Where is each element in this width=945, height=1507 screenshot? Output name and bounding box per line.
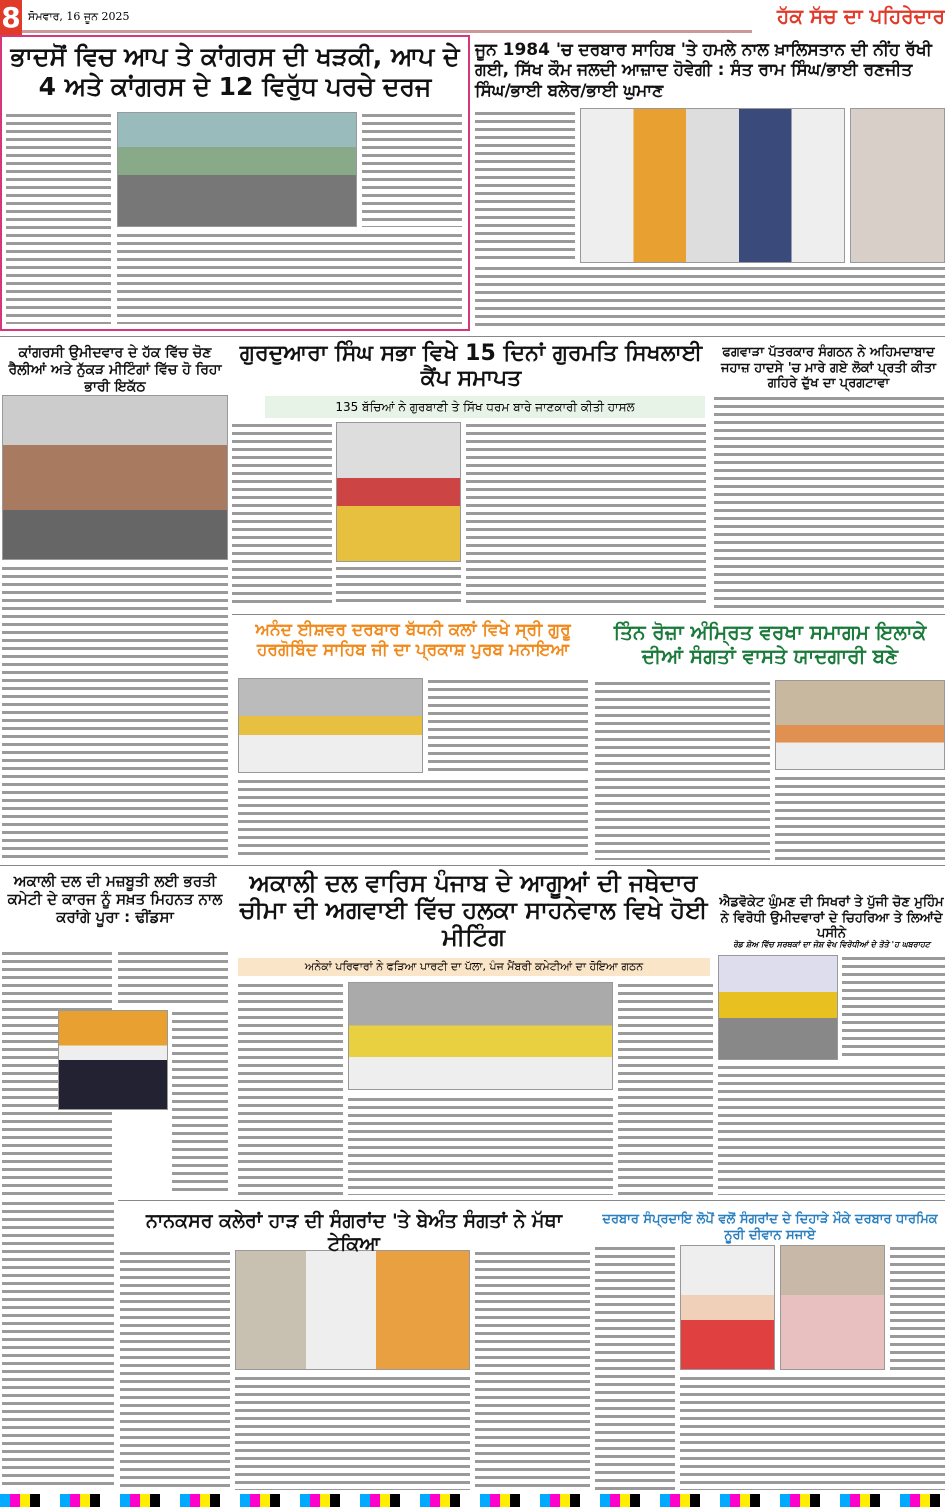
story-6-text: [238, 778, 588, 860]
story-8-text: [172, 1010, 228, 1195]
page-number: 8: [1, 1, 21, 34]
story-6-headline: ਅਨੰਦ ਈਸ਼ਵਰ ਦਰਬਾਰ ਬੱਧਨੀ ਕਲਾਂ ਵਿਖੇ ਸ੍ਰੀ ਗੁਰੂ ਹਰਗੋਬਿੰਦ ਸਾਹਿਬ ਜੀ ਦਾ ਪ੍ਰਕਾਸ਼ ਪੁਰਬ ਮਨਾਇਆ: [255, 620, 571, 661]
story-8-text: [2, 1200, 114, 1490]
story-10-photo: [718, 955, 838, 1060]
story-5-text: [714, 395, 944, 610]
story-12-text: [595, 1245, 675, 1490]
divider: [0, 865, 945, 866]
story-8-headline: ਅਕਾਲੀ ਦਲ ਦੀ ਮਜ਼ਬੂਤੀ ਲਈ ਭਰਤੀ ਕਮੇਟੀ ਦੇ ਕਾਰਜ ਨੂੰ ਸਖ਼ਤ ਮਿਹਨਤ ਨਾਲ ਕਰਾਂਗੇ ਪੂਰਾ : ਢੀਂਡਸਾ: [7, 872, 223, 926]
story-9-headline: ਅਕਾਲੀ ਦਲ ਵਾਰਿਸ ਪੰਜਾਬ ਦੇ ਆਗੂਆਂ ਦੀ ਜਥੇਦਾਰ ਚੀਮਾ ਦੀ ਅਗਵਾਈ ਵਿੱਚ ਹਲਕਾ ਸਾਹਨੇਵਾਲ ਵਿਖੇ ਹੋਈ ਮੀਟਿੰਗ: [239, 869, 708, 951]
story-11-text: [235, 1375, 470, 1490]
story-5-headline: ਫਗਵਾੜਾ ਪੱਤਰਕਾਰ ਸੰਗਠਨ ਨੇ ਅਹਿਮਦਾਬਾਦ ਜਹਾਜ਼ ਹਾਦਸੇ 'ਚ ਮਾਰੇ ਗਏ ਲੋਕਾਂ ਪ੍ਰਤੀ ਕੀਤਾ ਗਹਿਰੇ ਦੁੱਖ ਦਾ ਪ੍ਰਗਟਾਵਾ: [721, 345, 936, 392]
story-7-headline: ਤਿੰਨ ਰੋਜ਼ਾ ਅੰਮ੍ਰਿਤ ਵਰਖਾ ਸਮਾਗਮ ਇਲਾਕੇ ਦੀਆਂ ਸੰਗਤਾਂ ਵਾਸਤੇ ਯਾਦਗਾਰੀ ਬਣੇ: [613, 620, 927, 668]
story-11-headline: ਨਾਨਕਸਰ ਕਲੇਰਾਂ ਹਾੜ ਦੀ ਸੰਗਰਾਂਦ 'ਤੇ ਬੇਅੰਤ ਸੰਗਤਾਂ ਨੇ ਮੱਥਾ ਟੇਕਿਆ: [145, 1210, 563, 1255]
story-9-text: [618, 982, 713, 1195]
story-4-text: [232, 422, 332, 607]
divider: [0, 336, 945, 337]
story-4-subhead: 135 ਬੱਚਿਆਂ ਨੇ ਗੁਰਬਾਣੀ ਤੇ ਸਿੱਖ ਧਰਮ ਬਾਰੇ ਜਾਣਕਾਰੀ ਕੀਤੀ ਹਾਸਲ: [265, 396, 705, 418]
story-7-text: [775, 775, 945, 860]
story-3-text: [2, 565, 228, 860]
story-2-headline: ਜੂਨ 1984 'ਚ ਦਰਬਾਰ ਸਾਹਿਬ 'ਤੇ ਹਮਲੇ ਨਾਲ ਖ਼ਾਲਿਸਤਾਨ ਦੀ ਨੀਂਹ ਰੱਖੀ ਗਈ, ਸਿੱਖ ਕੌਮ ਜਲਦੀ ਆਜ਼ਾਦ ਹੋਵੇਗੀ : ਸੰਤ ਰਾਮ ਸਿੰਘ/ਭਾਈ ਰਣਜੀਤ ਸਿੰਘ/ਭਾਈ ਬਲੇਰ/ਭਾਈ ਘੁਮਾਣ: [475, 40, 932, 101]
story-11-text: [475, 1250, 590, 1490]
story-12-headline: ਦਰਬਾਰ ਸੰਪ੍ਰਦਾਇ ਲੋਪੋਂ ਵਲੋਂ ਸੰਗਰਾਂਦ ਦੇ ਦਿਹਾੜੇ ਮੌਕੇ ਦਰਬਾਰ ਧਾਰਮਿਕ ਨੂਰੀ ਦੀਵਾਨ ਸਜਾਏ: [602, 1212, 938, 1243]
story-6-text: [428, 678, 588, 773]
story-9-subhead: ਅਨੇਕਾਂ ਪਰਿਵਾਰਾਂ ਨੇ ਫੜਿਆ ਪਾਰਟੀ ਦਾ ਪੱਲਾ, ਪੰਜ ਮੈਂਬਰੀ ਕਮੇਟੀਆਂ ਦਾ ਹੋਇਆ ਗਠਨ: [238, 958, 710, 976]
story-10-subhead: ਰੋਡ ਸ਼ੋਅ ਵਿੱਚ ਸਰਥਕਾਂ ਦਾ ਜੋਸ਼ ਵੇਖ ਵਿਰੋਧੀਆਂ ਦੇ ਤੋਤੇ 'ਹ ਘਬਰਾਹਟ: [732, 940, 931, 949]
story-12-text: [890, 1245, 945, 1370]
logo: ਹੱਕ ਸੱਚ ਦਾ ਪਹਿਰੇਦਾਰ: [777, 4, 945, 28]
story-1-headline: ਭਾਦਸੋਂ ਵਿਚ ਆਪ ਤੇ ਕਾਂਗਰਸ ਦੀ ਖੜਕੀ, ਆਪ ਦੇ 4 ਅਤੇ ਕਾਂਗਰਸ ਦੇ 12 ਵਿਰੁੱਧ ਪਰਚੇ ਦਰਜ: [10, 42, 460, 101]
story-3-headline: ਕਾਂਗਰਸੀ ਉਮੀਦਵਾਰ ਦੇ ਹੱਕ ਵਿੱਚ ਚੋਣ ਰੈਲੀਆਂ ਅਤੇ ਨੁੱਕੜ ਮੀਟਿੰਗਾਂ ਵਿੱਚ ਹੋ ਰਿਹਾ ਭਾਰੀ ਇਕੱਠ: [8, 345, 222, 395]
story-9-photo: [348, 982, 613, 1090]
story-4-text: [336, 565, 461, 607]
story-2-photo: [580, 108, 845, 263]
story-2-photo: [850, 108, 945, 263]
header-rule: [22, 30, 752, 33]
story-1-photo: [117, 112, 357, 227]
story-10-text: [718, 1064, 945, 1195]
story-9-text: [238, 982, 343, 1195]
story-10-headline: ਐਡਵੋਕੇਟ ਘੁੰਮਣ ਦੀ ਸਿਖਰਾਂ ਤੇ ਪੁੱਜੀ ਚੋਣ ਮੁਹਿੰਮ ਨੇ ਵਿਰੋਧੀ ਉਮੀਦਵਾਰਾਂ ਦੇ ਚਿਹਰਿਆ ਤੇ ਲਿਆਂਦੇ ਪਸੀਨੇ: [719, 895, 944, 942]
story-3-photo: [2, 395, 228, 560]
story-8-photo: [58, 1010, 168, 1110]
story-1-text: [6, 112, 111, 324]
story-4-headline: ਗੁਰਦੁਆਰਾ ਸਿੰਘ ਸਭਾ ਵਿਖੇ 15 ਦਿਨਾਂ ਗੁਰਮਤਿ ਸਿਖਲਾਈ ਕੈਂਪ ਸਮਾਪਤ: [239, 341, 703, 392]
story-1-text: [362, 112, 462, 227]
story-12-text: [680, 1375, 945, 1490]
story-2-text: [475, 110, 575, 260]
story-9-text: [348, 1096, 613, 1195]
print-color-bar: [0, 1494, 945, 1507]
story-6-photo: [238, 678, 423, 773]
story-10-text: [842, 955, 945, 1060]
story-12-photo: [680, 1245, 775, 1370]
divider: [232, 614, 945, 615]
story-11-photo: [235, 1250, 470, 1370]
story-1-text: [117, 232, 462, 324]
story-12-photo: [780, 1245, 885, 1370]
story-4-text: [466, 422, 706, 607]
divider: [118, 1200, 945, 1201]
story-4-photo: [336, 422, 461, 562]
story-11-text: [120, 1250, 230, 1490]
date: ਸੋਮਵਾਰ, 16 ਜੂਨ 2025: [28, 10, 130, 23]
story-7-photo: [775, 680, 945, 770]
story-2-text: [475, 265, 945, 330]
story-7-text: [595, 680, 770, 860]
story-8-text: [118, 950, 228, 1005]
